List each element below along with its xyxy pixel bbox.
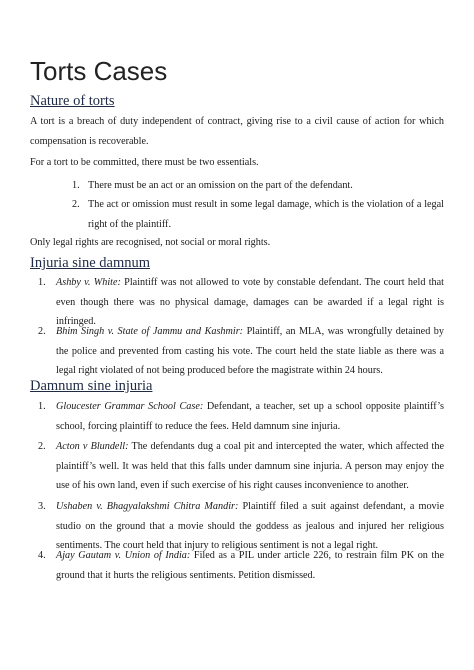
case-name: Ashby v. White:: [56, 277, 121, 288]
case-list-item: [38, 437, 444, 496]
essential-list-item: [72, 195, 444, 234]
case-description: Plaintiff filed a suit against defendant, a movie studio on the ground that a movie should the goddess as jealous and injured her religious sentiments. The court held that injury to religious sentiment is not a legal right.: [56, 501, 445, 551]
list-number: 4.: [38, 550, 46, 561]
list-number: 1.: [38, 401, 46, 412]
case-list-item: [38, 322, 444, 381]
case-description: Filed as a PIL under article 226, to restrain film PK on the ground that it hurts the religious sentiments. Petition dismissed.: [56, 550, 444, 581]
case-name: Acton v Blundell:: [56, 441, 129, 452]
list-number: 2.: [38, 326, 46, 337]
case-description: Defendant, a teacher, set up a school opposite plaintiff’s school, forcing plaintiff to reduce the fees. Held damnum sine injuria.: [56, 401, 444, 432]
case-description: The defendants dug a coal pit and intercepted the water, which affected the plaintiff’s well. It was held that this falls under damnum sine injuria. A person may enjoy the use of his own land, even if such exercise of his right causes inconvenience to another.: [56, 441, 444, 491]
case-name: Gloucester Grammar School Case:: [56, 401, 204, 412]
section-heading-nature-of-torts: Nature of torts: [30, 93, 115, 109]
page-title: Torts Cases: [30, 56, 168, 86]
case-name: Ushaben v. Bhagyalakshmi Chitra Mandir:: [56, 501, 239, 512]
case-list-item: [38, 397, 444, 436]
list-number: 1.: [38, 277, 46, 288]
section-heading-injuria-sine-damnum: Injuria sine damnum: [30, 255, 151, 271]
case-name: Bhim Singh v. State of Jammu and Kashmir:: [56, 326, 244, 337]
section-heading-damnum-sine-injuria: Damnum sine injuria: [30, 378, 153, 394]
list-number: 1.: [72, 180, 80, 191]
list-item-text: There must be an act or an omission on the part of the defendant.: [88, 180, 353, 191]
legal-rights-note: Only legal rights are recognised, not social or moral rights.: [30, 237, 271, 248]
case-description: Plaintiff was not allowed to vote by constable defendant. The court held that even though there was no physical damage, damages can be awarded if a legal right is infringed.: [56, 277, 444, 327]
list-number: 2.: [72, 199, 80, 210]
list-number: 3.: [38, 501, 46, 512]
list-item-text: The act or omission must result in some legal damage, which is the violation of a legal right of the plaintiff.: [88, 199, 444, 230]
case-description: Plaintiff, an MLA, was wrongfully detained by the police and prevented from casting his vote. The court held the state liable as there was a legal right violated of not being produced before the magistrate within 24 hours.: [56, 326, 444, 376]
case-list-item: [38, 546, 444, 585]
essential-list-item: [72, 176, 444, 196]
essentials-intro-paragraph: For a tort to be committed, there must be two essentials.: [30, 157, 259, 168]
list-number: 2.: [38, 441, 46, 452]
tort-definition-paragraph: A tort is a breach of duty independent of contract, giving rise to a civil cause of action for which compensation is recoverable.: [30, 116, 444, 147]
case-name: Ajay Gautam v. Union of India:: [56, 550, 191, 561]
